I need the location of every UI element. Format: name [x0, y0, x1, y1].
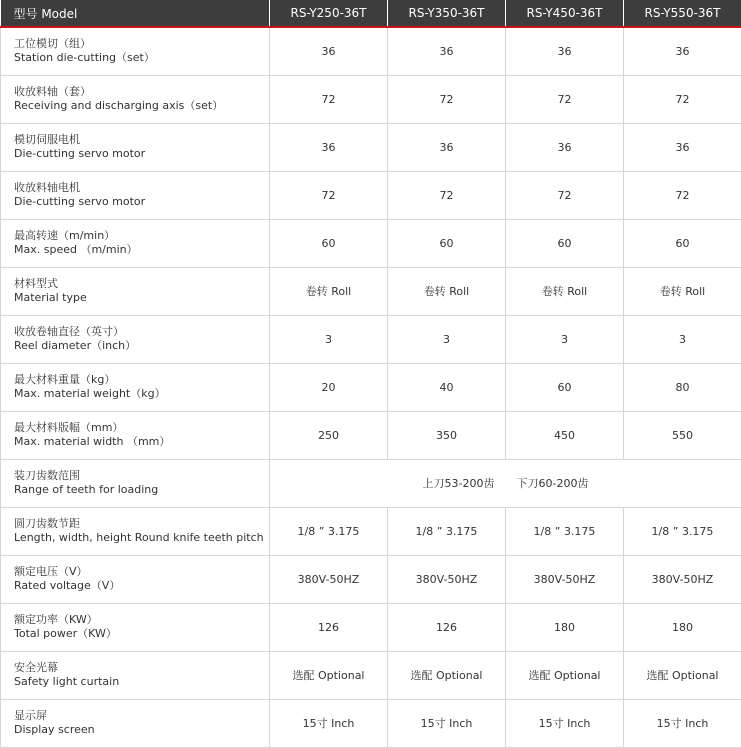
spec-value: 卷转 Roll	[388, 267, 506, 315]
spec-value: 60	[506, 363, 624, 411]
spec-value: 60	[388, 219, 506, 267]
spec-label-zh: 收放料轴电机	[14, 181, 80, 194]
spec-value: 36	[388, 123, 506, 171]
spec-value: 36	[270, 123, 388, 171]
table-row	[1, 507, 741, 555]
spec-value: 15寸 Inch	[506, 699, 624, 747]
spec-label	[1, 603, 270, 651]
table-header	[1, 0, 741, 27]
spec-value: 36	[624, 123, 741, 171]
table-row	[1, 603, 741, 651]
spec-value: 72	[506, 75, 624, 123]
spec-label-en: Safety light curtain	[14, 675, 120, 688]
spec-value: 380V-50HZ	[506, 555, 624, 603]
spec-label-zh: 圆刀齿数节距	[14, 517, 80, 530]
table-row	[1, 363, 741, 411]
spec-value: 380V-50HZ	[388, 555, 506, 603]
table-row	[1, 651, 741, 699]
spec-value: 72	[624, 75, 741, 123]
spec-label-en: Max. material weight（kg）	[14, 387, 166, 400]
spec-value: 180	[624, 603, 741, 651]
spec-value: 250	[270, 411, 388, 459]
spec-value: 450	[506, 411, 624, 459]
spec-label-en: Total power（KW）	[14, 627, 117, 640]
spec-label	[1, 75, 270, 123]
spec-label-zh: 模切伺服电机	[14, 133, 80, 146]
spec-value: 72	[624, 171, 741, 219]
spec-label-zh: 材料型式	[14, 277, 58, 290]
spec-value: 36	[624, 27, 741, 75]
spec-value: 550	[624, 411, 741, 459]
spec-label-zh: 安全光幕	[14, 661, 58, 674]
table-body	[1, 27, 741, 747]
spec-value: 36	[388, 27, 506, 75]
spec-value: 15寸 Inch	[624, 699, 741, 747]
spec-label-zh: 额定功率（KW）	[14, 613, 98, 626]
spec-label-en: Station die-cutting（set）	[14, 51, 155, 65]
spec-label	[1, 411, 270, 459]
spec-value: 380V-50HZ	[270, 555, 388, 603]
header-model-4: RS-Y550-36T	[624, 0, 741, 27]
spec-label	[1, 267, 270, 315]
spec-merged-value	[270, 459, 741, 507]
table-row	[1, 555, 741, 603]
header-model-2: RS-Y350-36T	[388, 0, 506, 27]
spec-label-zh: 最大材料版幅（mm）	[14, 421, 124, 434]
spec-label	[1, 507, 270, 555]
spec-value: 卷转 Roll	[270, 267, 388, 315]
spec-label	[1, 699, 270, 747]
header-model-3: RS-Y450-36T	[506, 0, 624, 27]
spec-value: 3	[624, 315, 741, 363]
spec-label	[1, 651, 270, 699]
spec-value: 20	[270, 363, 388, 411]
spec-label	[1, 459, 270, 507]
spec-value: 3	[388, 315, 506, 363]
table-row	[1, 411, 741, 459]
spec-value: 卷转 Roll	[506, 267, 624, 315]
spec-label	[1, 171, 270, 219]
spec-value: 72	[270, 171, 388, 219]
spec-label-en: Range of teeth for loading	[14, 483, 159, 496]
spec-value: 72	[506, 171, 624, 219]
table-row	[1, 699, 741, 747]
spec-value: 126	[270, 603, 388, 651]
spec-label-en: Receiving and discharging axis（set）	[14, 99, 224, 112]
spec-value: 60	[624, 219, 741, 267]
table-row	[1, 219, 741, 267]
spec-value: 180	[506, 603, 624, 651]
merged-value-part: 上刀53-200齿	[422, 477, 495, 490]
spec-label-en: Material type	[14, 291, 87, 304]
table-row	[1, 315, 741, 363]
spec-value: 60	[506, 219, 624, 267]
spec-value: 卷转 Roll	[624, 267, 741, 315]
spec-label	[1, 219, 270, 267]
spec-label-zh: 收放料轴（套）	[14, 85, 91, 98]
spec-label	[1, 27, 270, 75]
spec-label-en: Rated voltage（V）	[14, 579, 121, 592]
spec-label-zh: 显示屏	[14, 709, 47, 722]
spec-label-en: Display screen	[14, 723, 95, 736]
spec-label	[1, 363, 270, 411]
spec-label-zh: 工位模切（组）	[14, 37, 91, 51]
spec-value: 72	[388, 171, 506, 219]
spec-label-zh: 装刀齿数范围	[14, 469, 80, 482]
table-row	[1, 123, 741, 171]
spec-value: 36	[506, 123, 624, 171]
table-row	[1, 27, 741, 75]
spec-value: 3	[506, 315, 624, 363]
spec-value: 72	[270, 75, 388, 123]
spec-value: 选配 Optional	[506, 651, 624, 699]
spec-label-en: Reel diameter（inch）	[14, 339, 137, 352]
spec-label-zh: 最高转速（m/min）	[14, 229, 116, 242]
spec-value: 80	[624, 363, 741, 411]
spec-value: 350	[388, 411, 506, 459]
spec-value: 选配 Optional	[624, 651, 741, 699]
spec-value: 3	[270, 315, 388, 363]
spec-label-zh: 最大材料重量（kg）	[14, 373, 116, 386]
spec-value: 72	[388, 75, 506, 123]
spec-label-en: Length, width, height Round knife teeth pitch	[14, 531, 264, 544]
spec-value: 60	[270, 219, 388, 267]
merged-value-part: 下刀60-200齿	[516, 477, 589, 490]
spec-value: 选配 Optional	[388, 651, 506, 699]
spec-value: 1/8 ” 3.175	[624, 507, 741, 555]
spec-value: 36	[270, 27, 388, 75]
spec-value: 选配 Optional	[270, 651, 388, 699]
spec-value: 36	[506, 27, 624, 75]
spec-label-en: Die-cutting servo motor	[14, 195, 146, 208]
table-row	[1, 171, 741, 219]
table-row	[1, 75, 741, 123]
header-row	[1, 0, 741, 27]
spec-label-en: Die-cutting servo motor	[14, 147, 146, 160]
spec-label-zh: 收放卷轴直径（英寸）	[14, 325, 124, 338]
spec-value: 40	[388, 363, 506, 411]
spec-value: 15寸 Inch	[270, 699, 388, 747]
spec-label-zh: 额定电压（V）	[14, 565, 88, 578]
spec-label-en: Max. speed （m/min）	[14, 243, 138, 256]
spec-label	[1, 555, 270, 603]
table-row	[1, 459, 741, 507]
spec-value: 15寸 Inch	[388, 699, 506, 747]
spec-label	[1, 315, 270, 363]
spec-value: 1/8 ” 3.175	[506, 507, 624, 555]
header-model-label: 型号 Model	[1, 0, 270, 27]
spec-label-en: Max. material width （mm）	[14, 435, 171, 448]
spec-value: 380V-50HZ	[624, 555, 741, 603]
spec-label	[1, 123, 270, 171]
spec-value: 1/8 ” 3.175	[270, 507, 388, 555]
table-row	[1, 267, 741, 315]
spec-value: 126	[388, 603, 506, 651]
header-model-1: RS-Y250-36T	[270, 0, 388, 27]
spec-value: 1/8 ” 3.175	[388, 507, 506, 555]
